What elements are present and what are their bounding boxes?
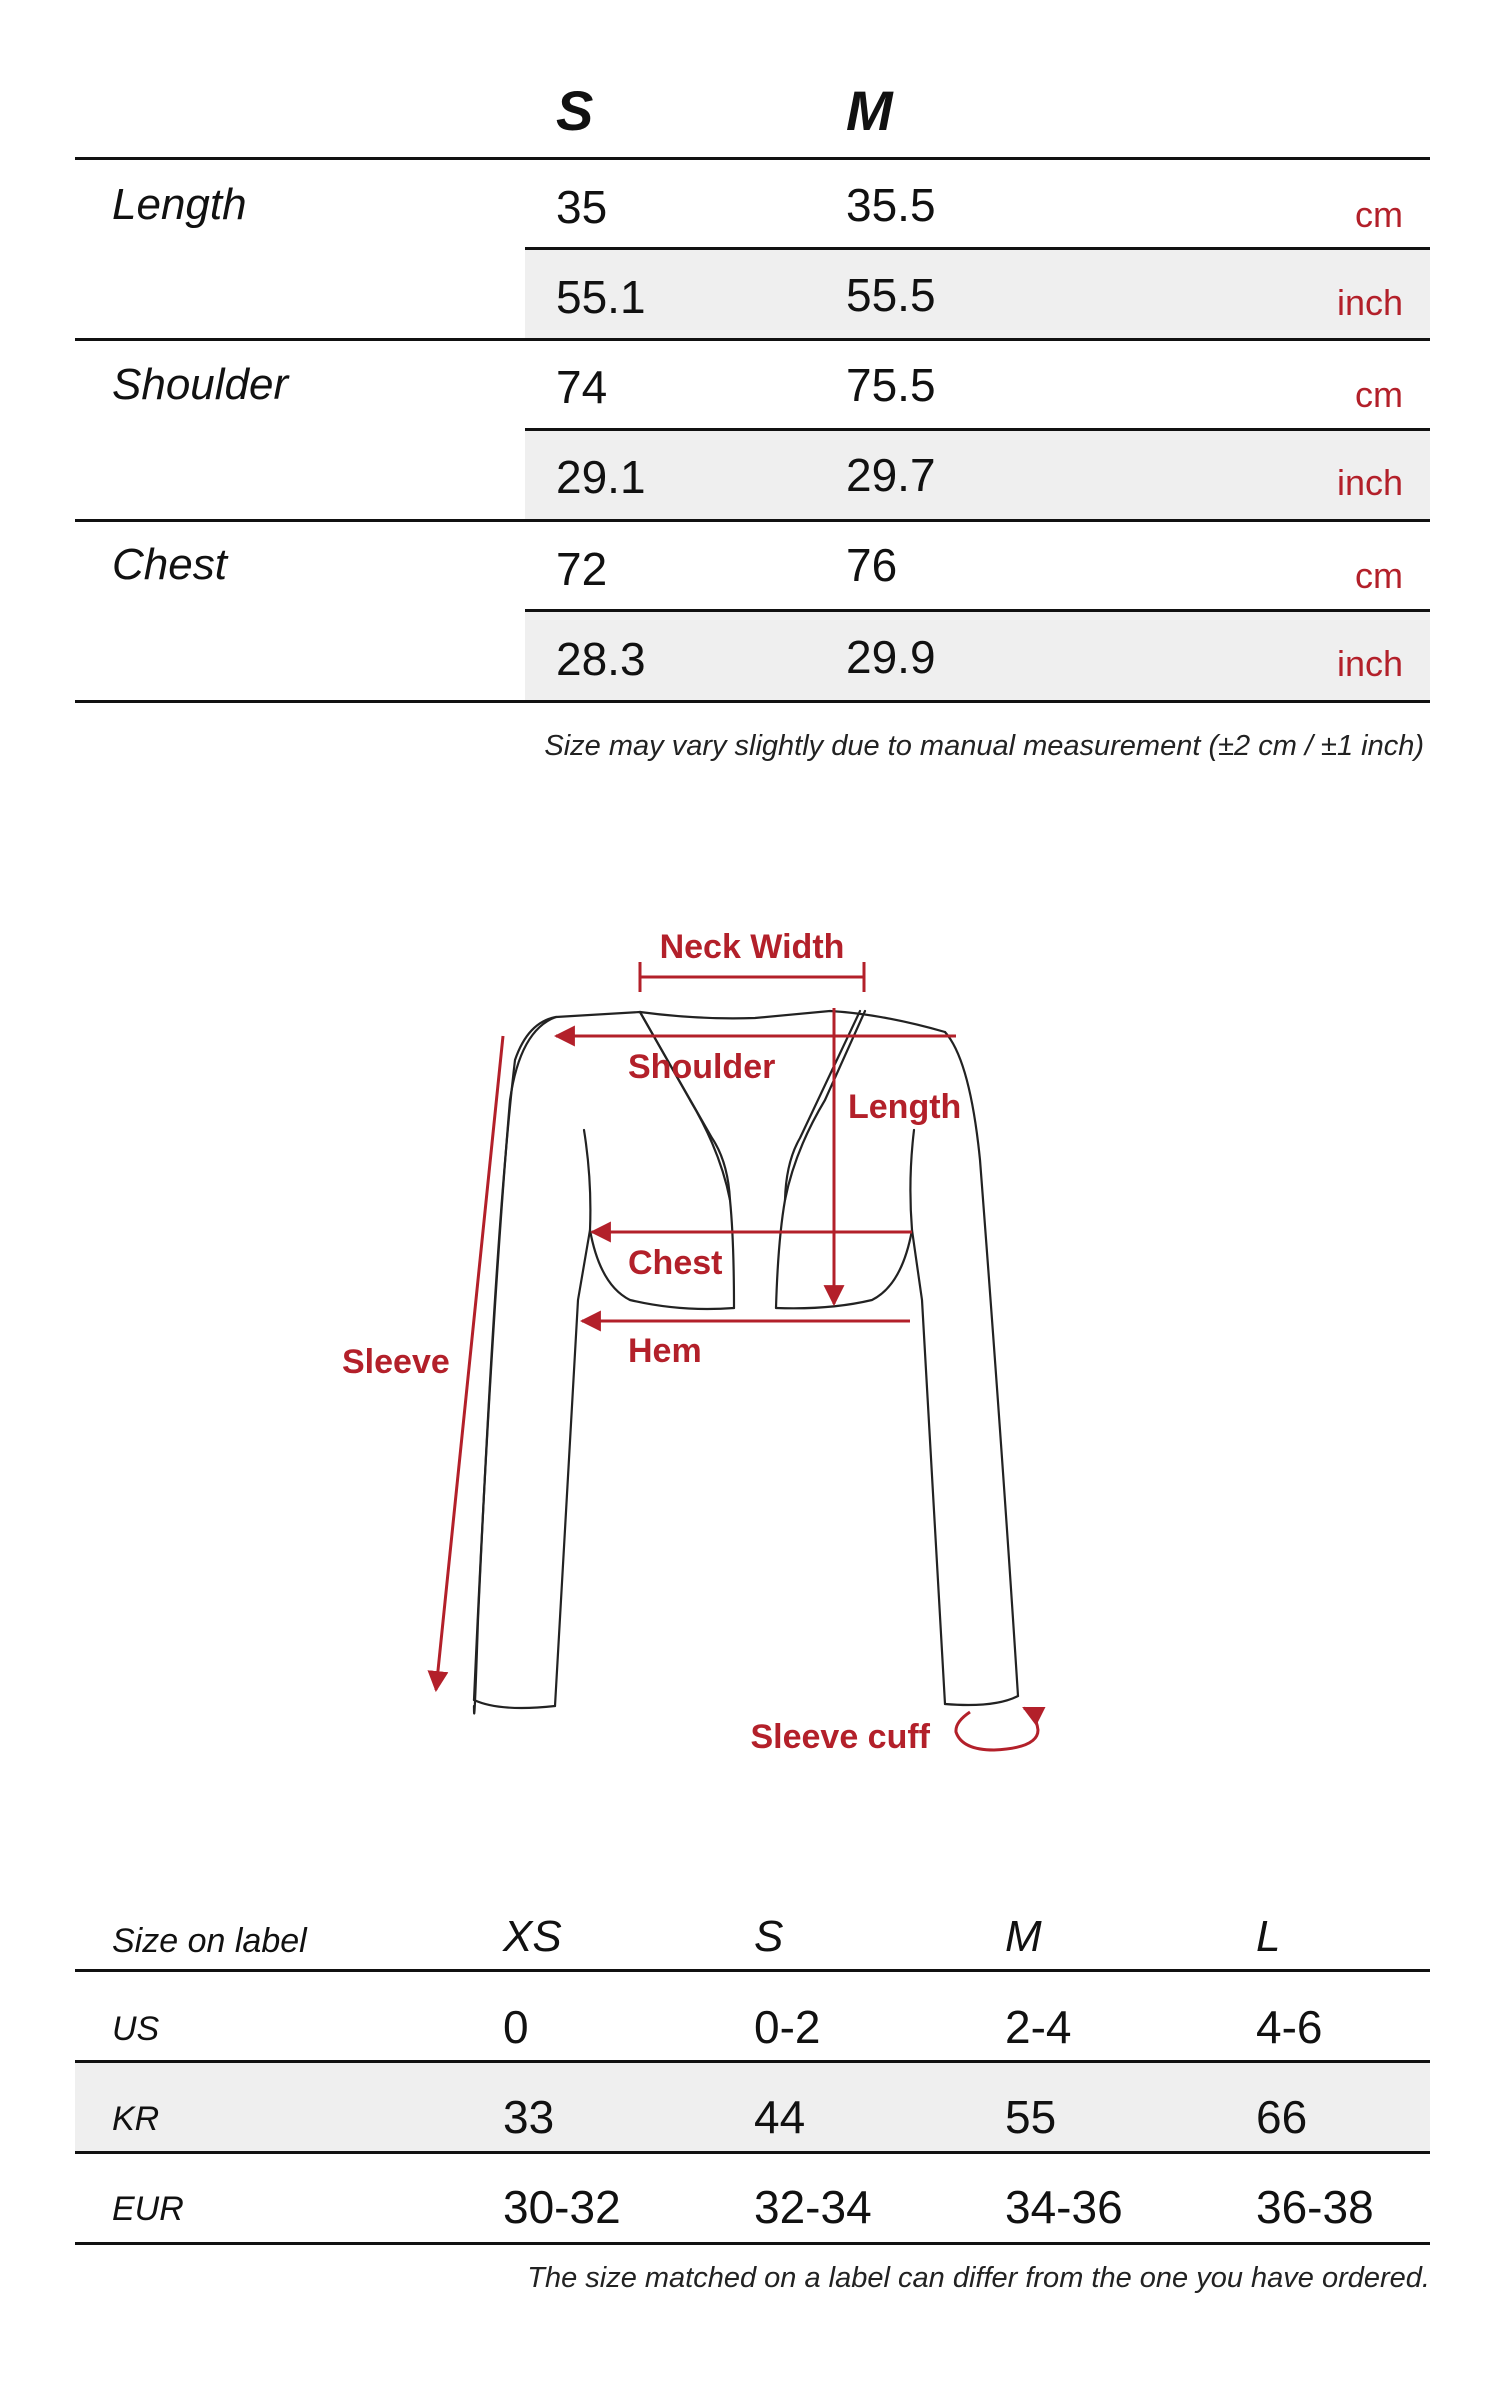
divider bbox=[525, 247, 1430, 250]
shoulder-m-inch: 29.7 bbox=[846, 449, 936, 501]
length-s-cm: 35 bbox=[556, 181, 608, 233]
chest-s-cm: 72 bbox=[556, 543, 608, 595]
kr-xs: 33 bbox=[503, 2091, 555, 2143]
us-xs: 0 bbox=[503, 2001, 529, 2053]
unit-cm: cm bbox=[1355, 555, 1403, 596]
chest-label-diagram: Chest bbox=[628, 1244, 723, 1282]
row-shade bbox=[75, 2063, 1430, 2151]
size-header-s: S bbox=[754, 1912, 784, 1961]
neck-width-measure bbox=[640, 962, 864, 992]
chest-s-inch: 28.3 bbox=[556, 633, 646, 685]
eur-xs: 30-32 bbox=[503, 2181, 621, 2233]
shoulder-label-diagram: Shoulder bbox=[628, 1048, 776, 1086]
eur-s: 32-34 bbox=[754, 2181, 872, 2233]
length-label: Length bbox=[112, 180, 247, 229]
chest-m-cm: 76 bbox=[846, 539, 898, 591]
unit-inch: inch bbox=[1336, 282, 1403, 323]
kr-label: KR bbox=[112, 2100, 160, 2138]
unit-cm: cm bbox=[1355, 194, 1403, 235]
unit-cm: cm bbox=[1355, 374, 1403, 415]
eur-label: EUR bbox=[112, 2190, 184, 2228]
shoulder-s-cm: 74 bbox=[556, 361, 608, 413]
kr-s: 44 bbox=[754, 2091, 806, 2143]
chest-label: Chest bbox=[112, 540, 227, 589]
size-conversion-note: The size matched on a label can differ from the one you have ordered. bbox=[527, 2262, 1430, 2294]
divider bbox=[75, 519, 1430, 522]
us-s: 0-2 bbox=[754, 2001, 821, 2053]
sleeve-label-diagram: Sleeve bbox=[342, 1343, 450, 1381]
kr-l: 66 bbox=[1256, 2091, 1308, 2143]
length-s-inch: 55.1 bbox=[556, 271, 646, 323]
measurement-note: Size may vary slightly due to manual measurement (±2 cm / ±1 inch) bbox=[544, 730, 1424, 762]
divider bbox=[525, 428, 1430, 431]
us-m: 2-4 bbox=[1005, 2001, 1072, 2053]
divider bbox=[525, 609, 1430, 612]
size-header-s: S bbox=[556, 79, 594, 142]
chest-m-inch: 29.9 bbox=[846, 631, 936, 683]
size-header-l: L bbox=[1256, 1912, 1281, 1961]
neck-width-label: Neck Width bbox=[659, 928, 845, 966]
row-shade bbox=[525, 250, 1430, 338]
size-header-xs: XS bbox=[503, 1912, 562, 1961]
divider bbox=[75, 2151, 1430, 2154]
eur-l: 36-38 bbox=[1256, 2181, 1374, 2233]
unit-inch: inch bbox=[1336, 462, 1403, 503]
sleeve-cuff-label-diagram: Sleeve cuff bbox=[750, 1718, 930, 1756]
unit-inch: inch bbox=[1336, 643, 1403, 684]
length-m-cm: 35.5 bbox=[846, 179, 936, 231]
divider bbox=[75, 1969, 1430, 1972]
us-l: 4-6 bbox=[1256, 2001, 1323, 2053]
us-label: US bbox=[112, 2010, 160, 2048]
divider bbox=[75, 700, 1430, 703]
divider bbox=[75, 2242, 1430, 2245]
shoulder-s-inch: 29.1 bbox=[556, 451, 646, 503]
length-m-inch: 55.5 bbox=[846, 269, 936, 321]
row-shade bbox=[525, 612, 1430, 700]
shoulder-m-cm: 75.5 bbox=[846, 359, 936, 411]
size-header-m: M bbox=[846, 79, 893, 142]
hem-label-diagram: Hem bbox=[628, 1332, 702, 1370]
divider bbox=[75, 157, 1430, 160]
garment-diagram bbox=[0, 900, 1500, 1780]
kr-m: 55 bbox=[1005, 2091, 1057, 2143]
length-label-diagram: Length bbox=[848, 1088, 962, 1126]
shoulder-label: Shoulder bbox=[112, 360, 289, 409]
size-header-m: M bbox=[1005, 1912, 1042, 1961]
size-on-label-header: Size on label bbox=[112, 1922, 307, 1960]
row-shade bbox=[525, 431, 1430, 519]
sleeve-cuff-arrow bbox=[956, 1708, 1038, 1750]
eur-m: 34-36 bbox=[1005, 2181, 1123, 2233]
divider bbox=[75, 338, 1430, 341]
